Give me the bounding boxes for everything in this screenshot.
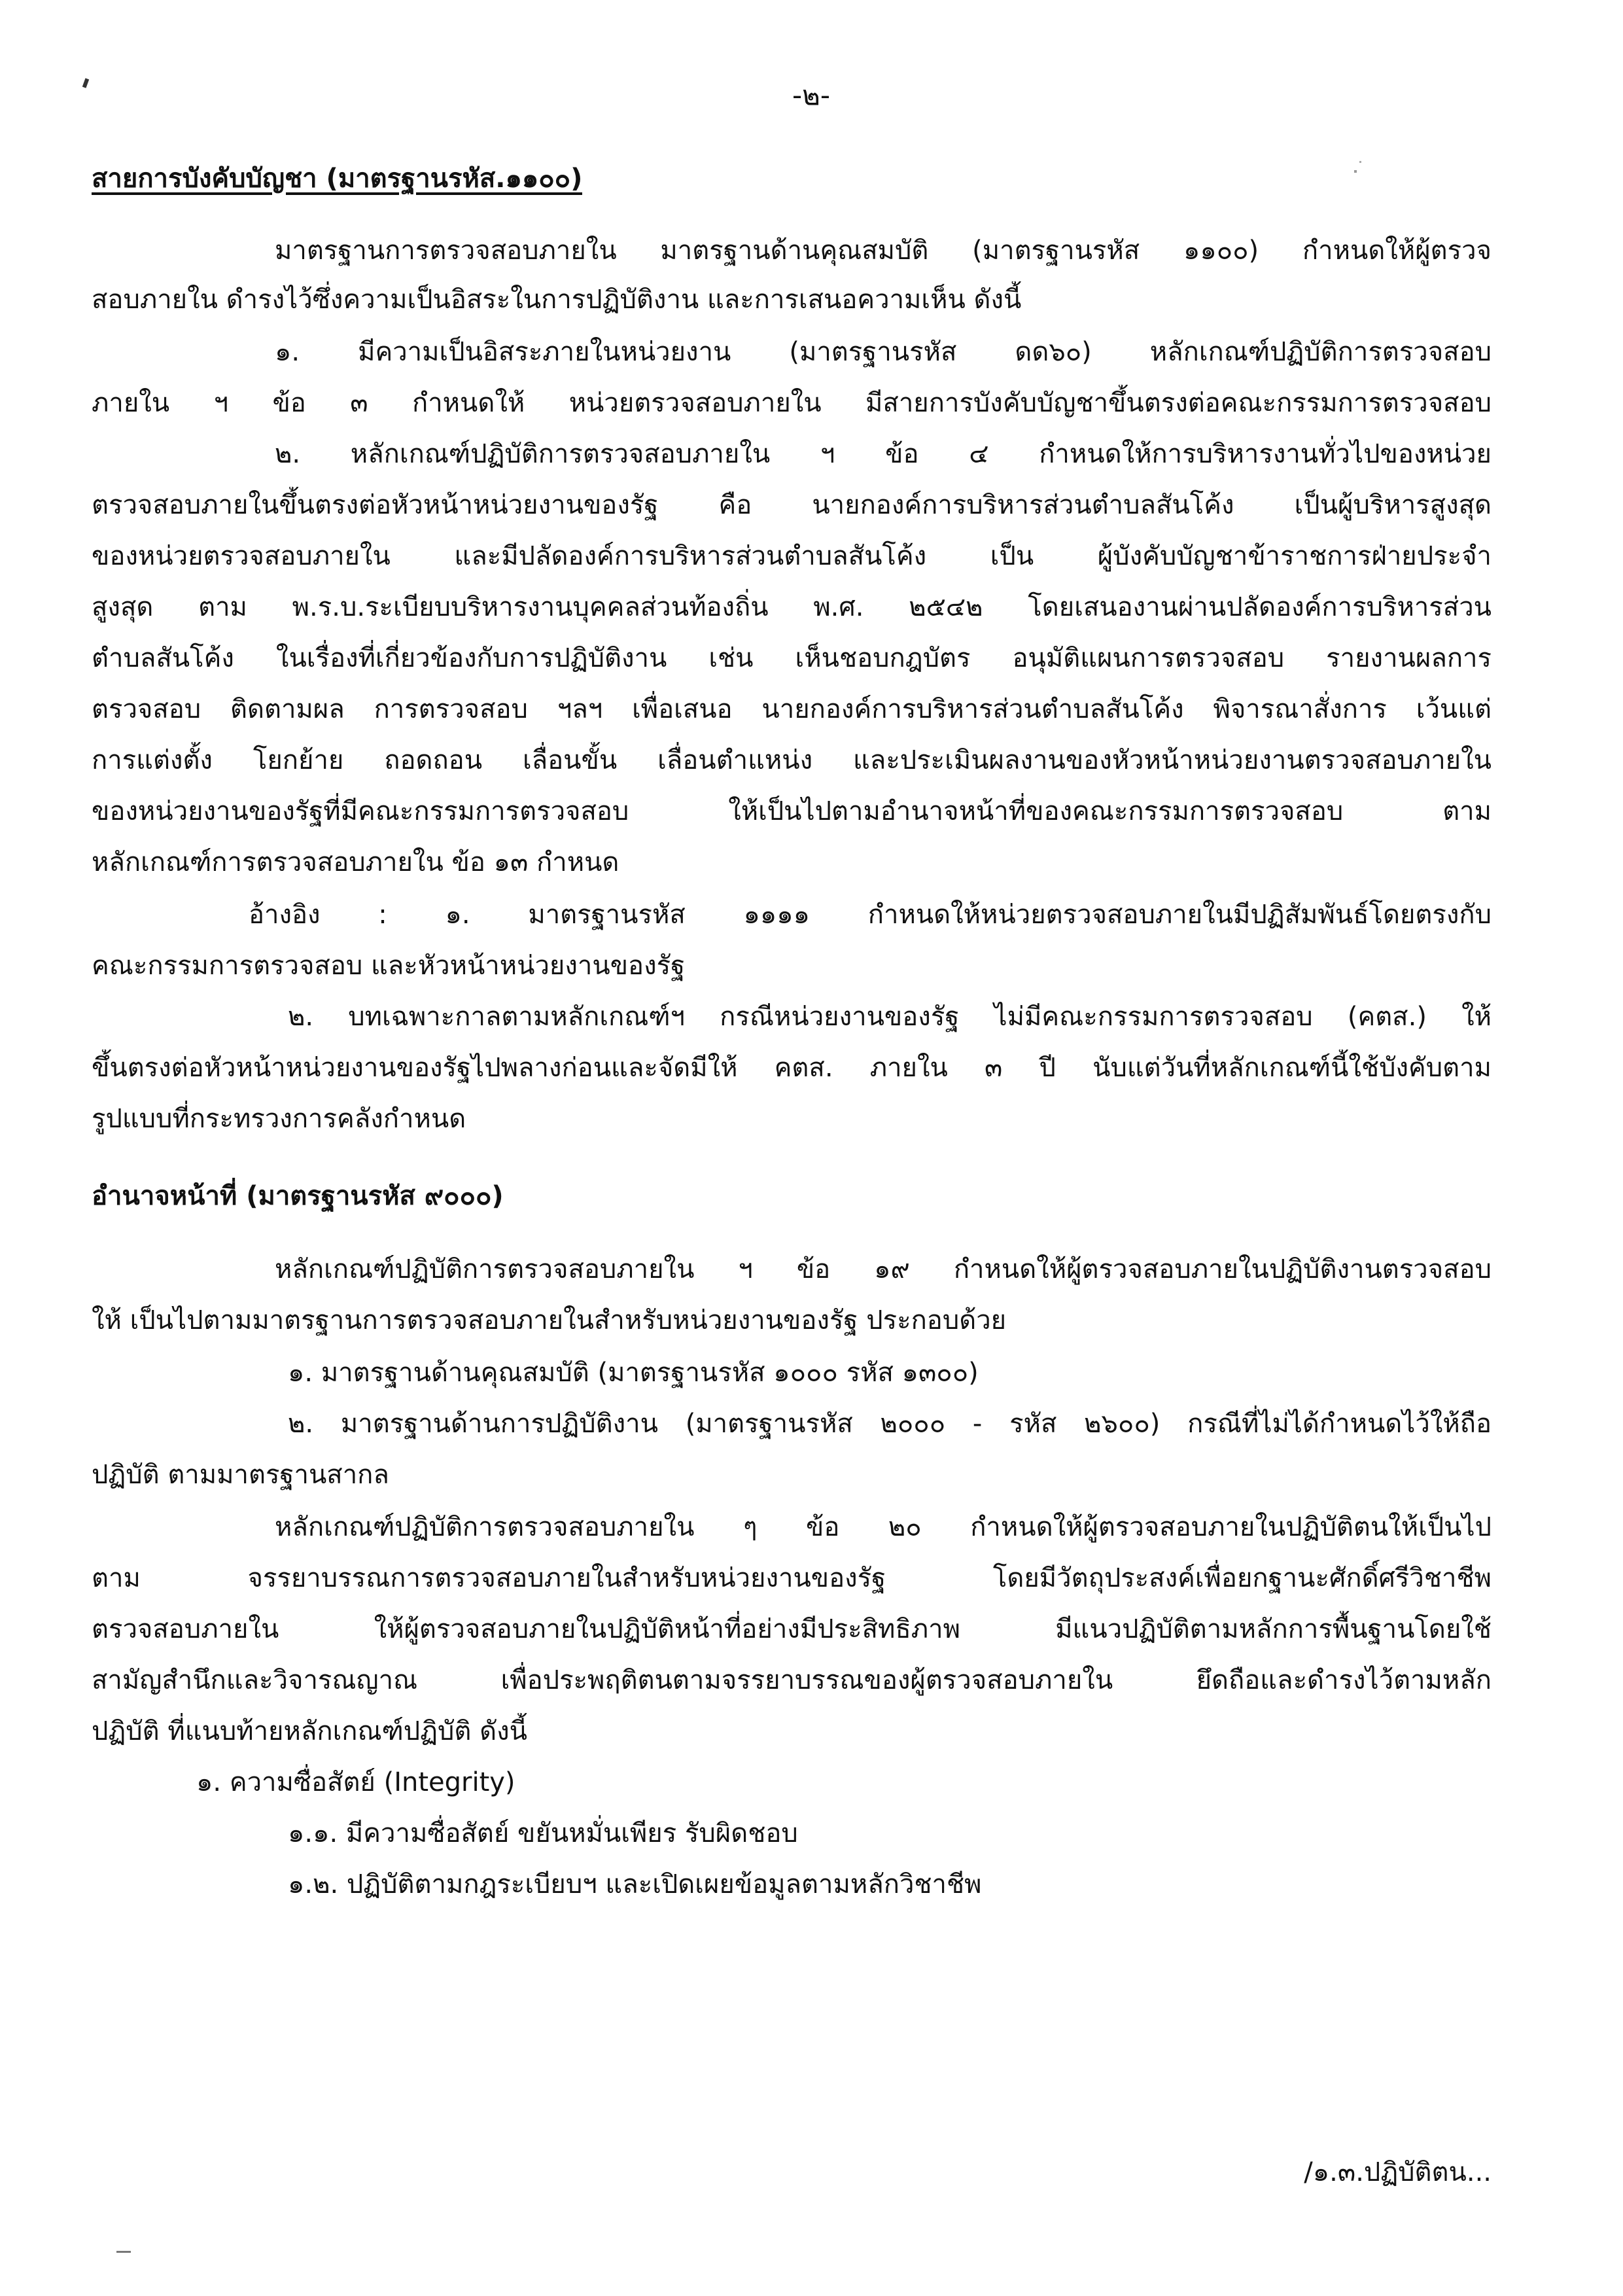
paragraph-line: ตรวจสอบ ติดตามผล การตรวจสอบ ฯลฯ เพื่อเสนอ นายกองค์การบริหารส่วนตำบลสันโค้ง พิจารณาสั่งการ เว้นแต่ [92, 694, 1492, 724]
paragraph-line: ภายใน ฯ ข้อ ๓ กำหนดให้ หน่วยตรวจสอบภายใน มีสายการบังคับบัญชาขึ้นตรงต่อคณะกรรมการตรวจสอบ [92, 388, 1492, 418]
paragraph-line: สามัญสำนึกและวิจารณญาณ เพื่อประพฤติตนตามจรรยาบรรณของผู้ตรวจสอบภายใน ยึดถือและดำรงไว้ตามหลัก [92, 1665, 1492, 1695]
paragraph-line: ให้ เป็นไปตามมาตรฐานการตรวจสอบภายในสำหรับหน่วยงานของรัฐ ประกอบด้วย [92, 1305, 1007, 1335]
paragraph-line: ตรวจสอบภายในขึ้นตรงต่อหัวหน้าหน่วยงานของรัฐ คือ นายกองค์การบริหารส่วนตำบลสันโค้ง เป็นผู้บริหารสูงสุด [92, 490, 1492, 520]
paragraph-line: ตาม จรรยาบรรณการตรวจสอบภายในสำหรับหน่วยงานของรัฐ โดยมีวัตถุประสงค์เพื่อยกฐานะศักดิ์ศรีวิชาชีพ [92, 1563, 1492, 1593]
reference-line: ขึ้นตรงต่อหัวหน้าหน่วยงานของรัฐไปพลางก่อนและจัดมีให้ คตส. ภายใน ๓ ปี นับแต่วันที่หลักเกณฑ์นี้ใช้บังคับตาม [92, 1053, 1492, 1083]
paragraph-line: ๒. หลักเกณฑ์ปฏิบัติการตรวจสอบภายใน ฯ ข้อ ๔ กำหนดให้การบริหารงานทั่วไปของหน่วย [275, 439, 1492, 469]
scan-speck [1354, 170, 1357, 173]
paragraph-line: หลักเกณฑ์ปฏิบัติการตรวจสอบภายใน ฯ ข้อ ๑๙ กำหนดให้ผู้ตรวจสอบภายในปฏิบัติงานตรวจสอบ [275, 1254, 1492, 1284]
paragraph-line: ๑. มีความเป็นอิสระภายในหน่วยงาน (มาตรฐานรหัส ดด๖๐) หลักเกณฑ์ปฏิบัติการตรวจสอบ [275, 337, 1492, 367]
paragraph-line: ตรวจสอบภายใน ให้ผู้ตรวจสอบภายในปฏิบัติหน้าที่อย่างมีประสิทธิภาพ มีแนวปฏิบัติตามหลักการพื้นฐานโดยใช้ [92, 1614, 1492, 1644]
paragraph-line: สอบภายใน ดำรงไว้ซึ่งความเป็นอิสระในการปฏิบัติงาน และการเสนอความเห็น ดังนี้ [92, 285, 1022, 315]
list-item: ปฏิบัติ ตามมาตรฐานสากล [92, 1460, 389, 1490]
reference-line: คณะกรรมการตรวจสอบ และหัวหน้าหน่วยงานของรัฐ [92, 951, 686, 981]
list-item: ๑. มาตรฐานด้านคุณสมบัติ (มาตรฐานรหัส ๑๐๐๐ รหัส ๑๓๐๐) [288, 1358, 979, 1388]
paragraph-line: ปฏิบัติ ที่แนบท้ายหลักเกณฑ์ปฏิบัติ ดังนี้ [92, 1716, 527, 1746]
list-item: ๒. มาตรฐานด้านการปฏิบัติงาน (มาตรฐานรหัส ๒๐๐๐ - รหัส ๒๖๐๐) กรณีที่ไม่ได้กำหนดไว้ให้ถือ [288, 1409, 1492, 1439]
section-heading-duties: อำนาจหน้าที่ (มาตรฐานรหัส ๙๐๐๐) [92, 1181, 504, 1211]
scan-speck [116, 2251, 131, 2253]
list-item: ๑.๑. มีความซื่อสัตย์ ขยันหมั่นเพียร รับผิดชอบ [288, 1818, 798, 1848]
scan-speck [82, 78, 89, 88]
paragraph-line: มาตรฐานการตรวจสอบภายใน มาตรฐานด้านคุณสมบัติ (มาตรฐานรหัส ๑๑๐๐) กำหนดให้ผู้ตรวจ [275, 236, 1492, 266]
continuation-marker: /๑.๓.ปฏิบัติตน... [1304, 2157, 1492, 2187]
page-number: -๒- [792, 79, 830, 111]
reference-line: อ้างอิง : ๑. มาตรฐานรหัส ๑๑๑๑ กำหนดให้หน่วยตรวจสอบภายในมีปฏิสัมพันธ์โดยตรงกับ [249, 900, 1492, 930]
section-heading-chain-of-command: สายการบังคับบัญชา (มาตรฐานรหัส.๑๑๐๐) [92, 164, 583, 194]
list-item: ๑. ความซื่อสัตย์ (Integrity) [196, 1767, 515, 1797]
paragraph-line: หลักเกณฑ์การตรวจสอบภายใน ข้อ ๑๓ กำหนด [92, 847, 620, 877]
reference-line: ๒. บทเฉพาะกาลตามหลักเกณฑ์ฯ กรณีหน่วยงานของรัฐ ไม่มีคณะกรรมการตรวจสอบ (คตส.) ให้ [288, 1002, 1492, 1032]
paragraph-line: ของหน่วยงานของรัฐที่มีคณะกรรมการตรวจสอบ ให้เป็นไปตามอำนาจหน้าที่ของคณะกรรมการตรวจสอบ ตาม [92, 796, 1492, 826]
paragraph-line: ตำบลสันโค้ง ในเรื่องที่เกี่ยวข้องกับการปฏิบัติงาน เช่น เห็นชอบกฎบัตร อนุมัติแผนการตรวจสอบ รายงานผลการ [92, 643, 1492, 673]
scan-speck [1359, 161, 1361, 163]
paragraph-line: การแต่งตั้ง โยกย้าย ถอดถอน เลื่อนขั้น เลื่อนตำแหน่ง และประเมินผลงานของหัวหน้าหน่วยงานตรวจสอบภายใน [92, 745, 1492, 775]
paragraph-line: หลักเกณฑ์ปฏิบัติการตรวจสอบภายใน ๆ ข้อ ๒๐ กำหนดให้ผู้ตรวจสอบภายในปฏิบัติตนให้เป็นไป [275, 1512, 1492, 1542]
paragraph-line: ของหน่วยตรวจสอบภายใน และมีปลัดองค์การบริหารส่วนตำบลสันโค้ง เป็น ผู้บังคับบัญชาข้าราชการฝ่ายประจำ [92, 541, 1492, 571]
reference-line: รูปแบบที่กระทรวงการคลังกำหนด [92, 1104, 466, 1134]
list-item: ๑.๒. ปฏิบัติตามกฎระเบียบฯ และเปิดเผยข้อมูลตามหลักวิชาชีพ [288, 1869, 982, 1899]
paragraph-line: สูงสุด ตาม พ.ร.บ.ระเบียบบริหารงานบุคคลส่วนท้องถิ่น พ.ศ. ๒๕๔๒ โดยเสนองานผ่านปลัดองค์การบริหารส่วน [92, 592, 1492, 622]
